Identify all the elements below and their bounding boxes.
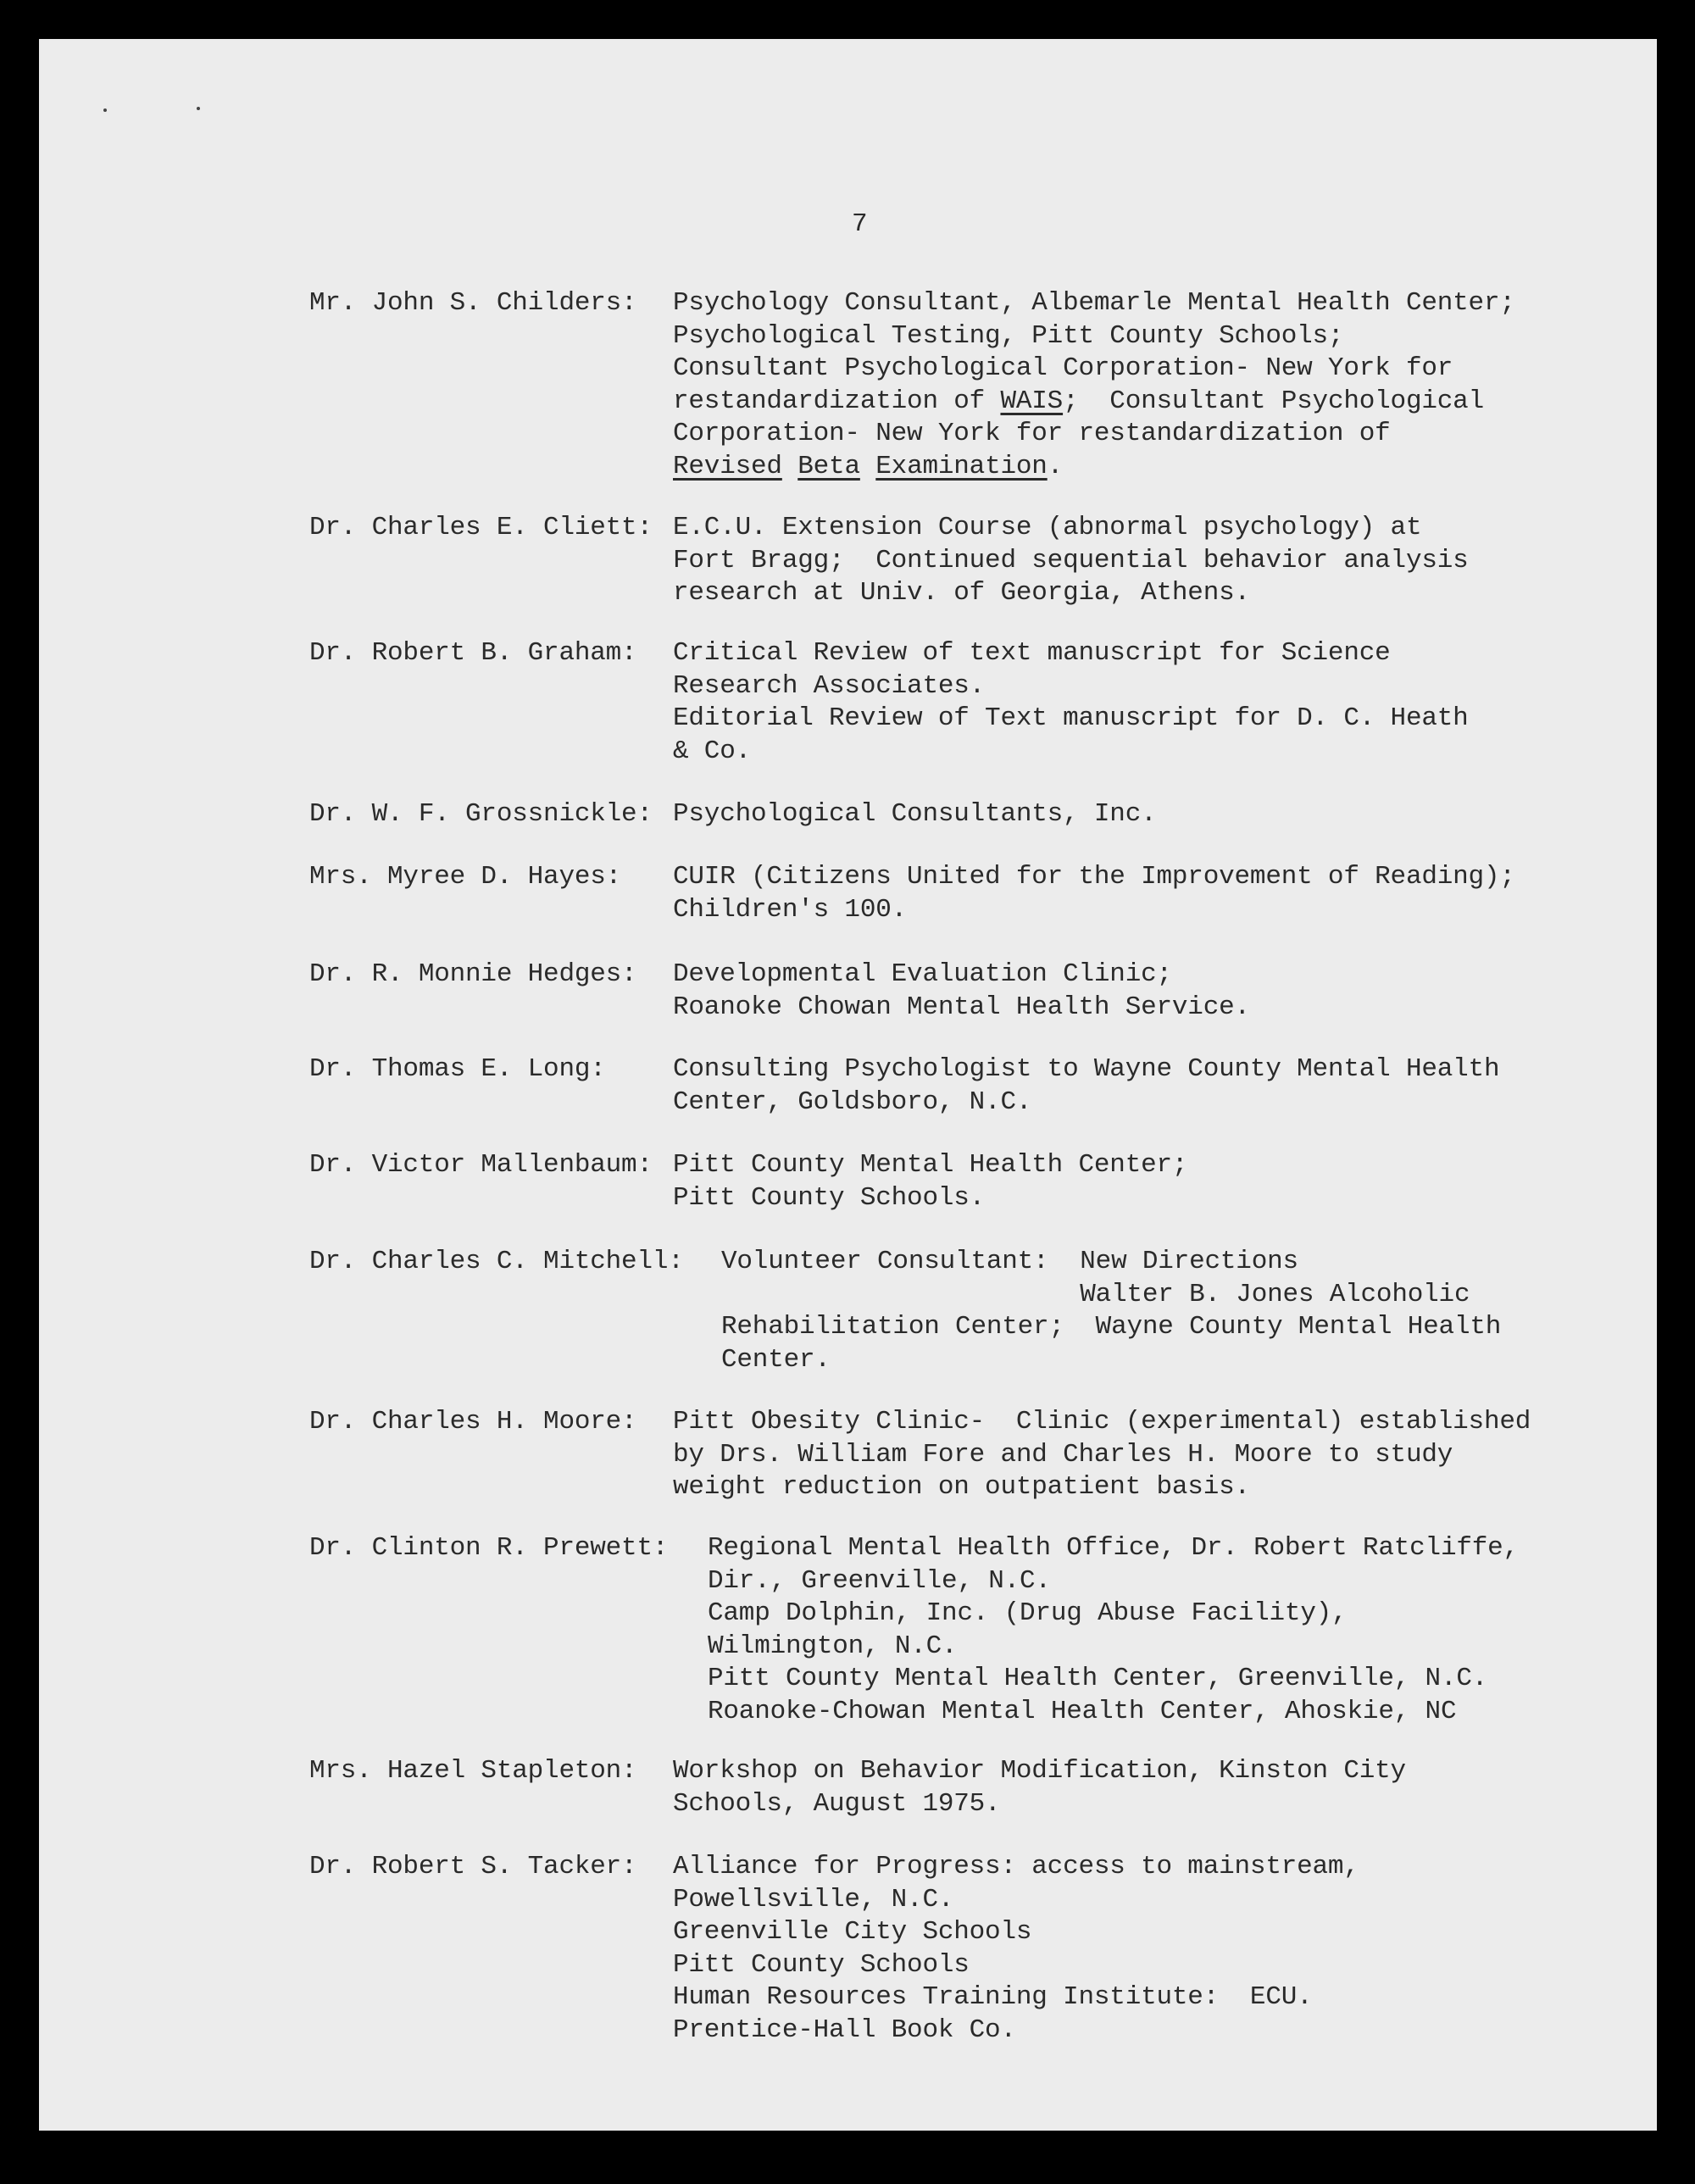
text-segment: Wilmington, N.C. [708,1631,958,1661]
activity-line [673,287,1515,320]
activity-line [673,451,1063,484]
page-number: 7 [852,209,868,239]
text-segment: Rehabilitation Center; Wayne County Mental Health [721,1312,1502,1342]
text-segment: ; Consultant Psychological [1063,386,1484,416]
activity-line [721,1344,831,1377]
text-segment: Volunteer Consultant: New Directions [721,1247,1298,1276]
text-segment: Walter B. Jones Alcoholic [721,1279,1470,1309]
activity-line [673,577,1250,610]
person-name: Dr. R. Monnie Hedges: [309,959,637,989]
text-segment: Children's 100. [673,894,908,925]
document-page [39,39,1657,2131]
text-segment: Schools, August 1975. [673,1788,1001,1819]
text-segment: Pitt County Mental Health Center, Greenville, N.C. [708,1664,1488,1694]
activity-line [673,1406,1531,1439]
text-segment: Editorial Review of Text manuscript for D. C. Heath [673,703,1469,734]
text-segment: Camp Dolphin, Inc. (Drug Abuse Facility), [708,1598,1348,1629]
activity-line [673,1851,1359,1884]
activity-line [708,1631,957,1664]
activity-line [673,1884,953,1917]
text-segment: E.C.U. Extension Course (abnormal psychology) at [673,513,1422,542]
text-segment: Roanoke Chowan Mental Health Service. [673,992,1250,1022]
text-segment: Research Associates. [673,670,986,701]
text-segment [782,452,797,481]
activity-line [673,1086,1031,1120]
text-segment: by Drs. William Fore and Charles H. Moore to study [673,1439,1453,1470]
activity-line [673,959,1172,992]
activity-line [673,861,1515,894]
text-segment: Regional Mental Health Office, Dr. Robert Ratcliffe, [708,1533,1519,1563]
activity-line [708,1565,1051,1598]
text-segment: Consultant Psychological Corporation- New York for [673,353,1453,384]
activity-line [673,1053,1499,1086]
person-name: Dr. Robert S. Tacker: [309,1852,637,1881]
text-segment: Corporation- New York for restandardization of [673,419,1391,449]
text-segment: Pitt County Schools [673,1949,970,1980]
text-segment: Workshop on Behavior Modification, Kinston City [673,1756,1406,1786]
text-segment: Psychology Consultant, Albemarle Mental Health Center; [673,288,1515,318]
person-name: Dr. W. F. Grossnickle: [309,799,653,829]
person-name: Mrs. Myree D. Hayes: [309,862,622,892]
activity-line [673,637,1391,670]
person-name: Mr. John S. Childers: [309,288,637,318]
activity-line [721,1311,1501,1344]
person-name: Mrs. Hazel Stapleton: [309,1756,637,1786]
activity-line [673,320,1343,353]
activity-line [673,1755,1406,1788]
activity-line [673,670,985,703]
text-segment: weight reduction on outpatient basis. [673,1472,1250,1503]
text-segment: Critical Review of text manuscript for Science [673,638,1391,668]
activity-line [673,1981,1313,2015]
underlined-title: Beta [797,452,860,481]
text-segment: Developmental Evaluation Clinic; [673,959,1172,989]
underlined-title: WAIS [1000,386,1064,416]
underlined-title: Revised [673,452,782,481]
activity-line [673,992,1250,1025]
text-segment: Pitt County Schools. [673,1182,986,1213]
activity-line [673,1182,985,1215]
text-segment: Pitt Obesity Clinic- Clinic (experimental) established [673,1407,1531,1437]
person-name: Dr. Thomas E. Long: [309,1054,606,1084]
activity-line [673,736,751,769]
activity-line [673,545,1469,578]
text-segment: restandardization of [673,386,1001,416]
activity-line [708,1696,1456,1729]
activity-line [708,1663,1487,1696]
text-segment: Roanoke-Chowan Mental Health Center, Ahoskie, NC [708,1697,1457,1726]
activity-line [673,1788,1000,1821]
person-name: Dr. Charles E. Cliett: [309,513,653,542]
text-segment: Pitt County Mental Health Center; [673,1150,1188,1180]
activity-line [673,386,1484,419]
activity-line [708,1532,1519,1565]
person-name: Dr. Charles H. Moore: [309,1407,637,1437]
text-segment: Greenville City Schools [673,1917,1032,1948]
text-segment: Psychological Testing, Pitt County Schools; [673,320,1344,351]
activity-line [673,512,1421,545]
activity-line [673,703,1469,736]
text-segment: Consulting Psychologist to Wayne County Mental Health [673,1054,1500,1084]
speck [103,108,107,112]
text-segment: . [1047,452,1064,481]
activity-line [673,1916,1031,1949]
text-segment: & Co. [673,736,752,766]
person-name: Dr. Clinton R. Prewett: [309,1533,669,1563]
activity-line [673,2015,1016,2048]
activity-line [673,418,1391,451]
text-segment: Center, Goldsboro, N.C. [673,1086,1032,1117]
speck [197,107,200,110]
text-segment: Alliance for Progress: access to mainstream, [673,1852,1359,1881]
underlined-title: Examination [875,452,1048,481]
text-segment: Center. [721,1344,831,1375]
text-segment: Prentice-Hall Book Co. [673,2015,1016,2045]
activity-line [673,1149,1187,1182]
activity-line [673,1439,1453,1472]
activity-line [673,894,907,927]
text-segment: research at Univ. of Georgia, Athens. [673,578,1250,609]
activity-line [673,1949,970,1982]
person-name: Dr. Victor Mallenbaum: [309,1150,653,1180]
text-segment: Fort Bragg; Continued sequential behavior analysis [673,545,1469,575]
person-name: Dr. Charles C. Mitchell: [309,1247,684,1276]
activity-line [721,1279,1470,1312]
activity-line [673,798,1157,831]
text-segment: Dir., Greenville, N.C. [708,1565,1051,1596]
text-segment [860,452,875,481]
activity-line [708,1598,1348,1631]
text-segment: Powellsville, N.C. [673,1884,954,1914]
text-segment: CUIR (Citizens United for the Improvement of Reading); [673,862,1515,892]
text-segment: Human Resources Training Institute: ECU. [673,1982,1313,2013]
person-name: Dr. Robert B. Graham: [309,638,637,668]
activity-line [673,1471,1250,1504]
activity-line [673,353,1453,386]
activity-line [721,1246,1298,1279]
text-segment: Psychological Consultants, Inc. [673,799,1157,829]
